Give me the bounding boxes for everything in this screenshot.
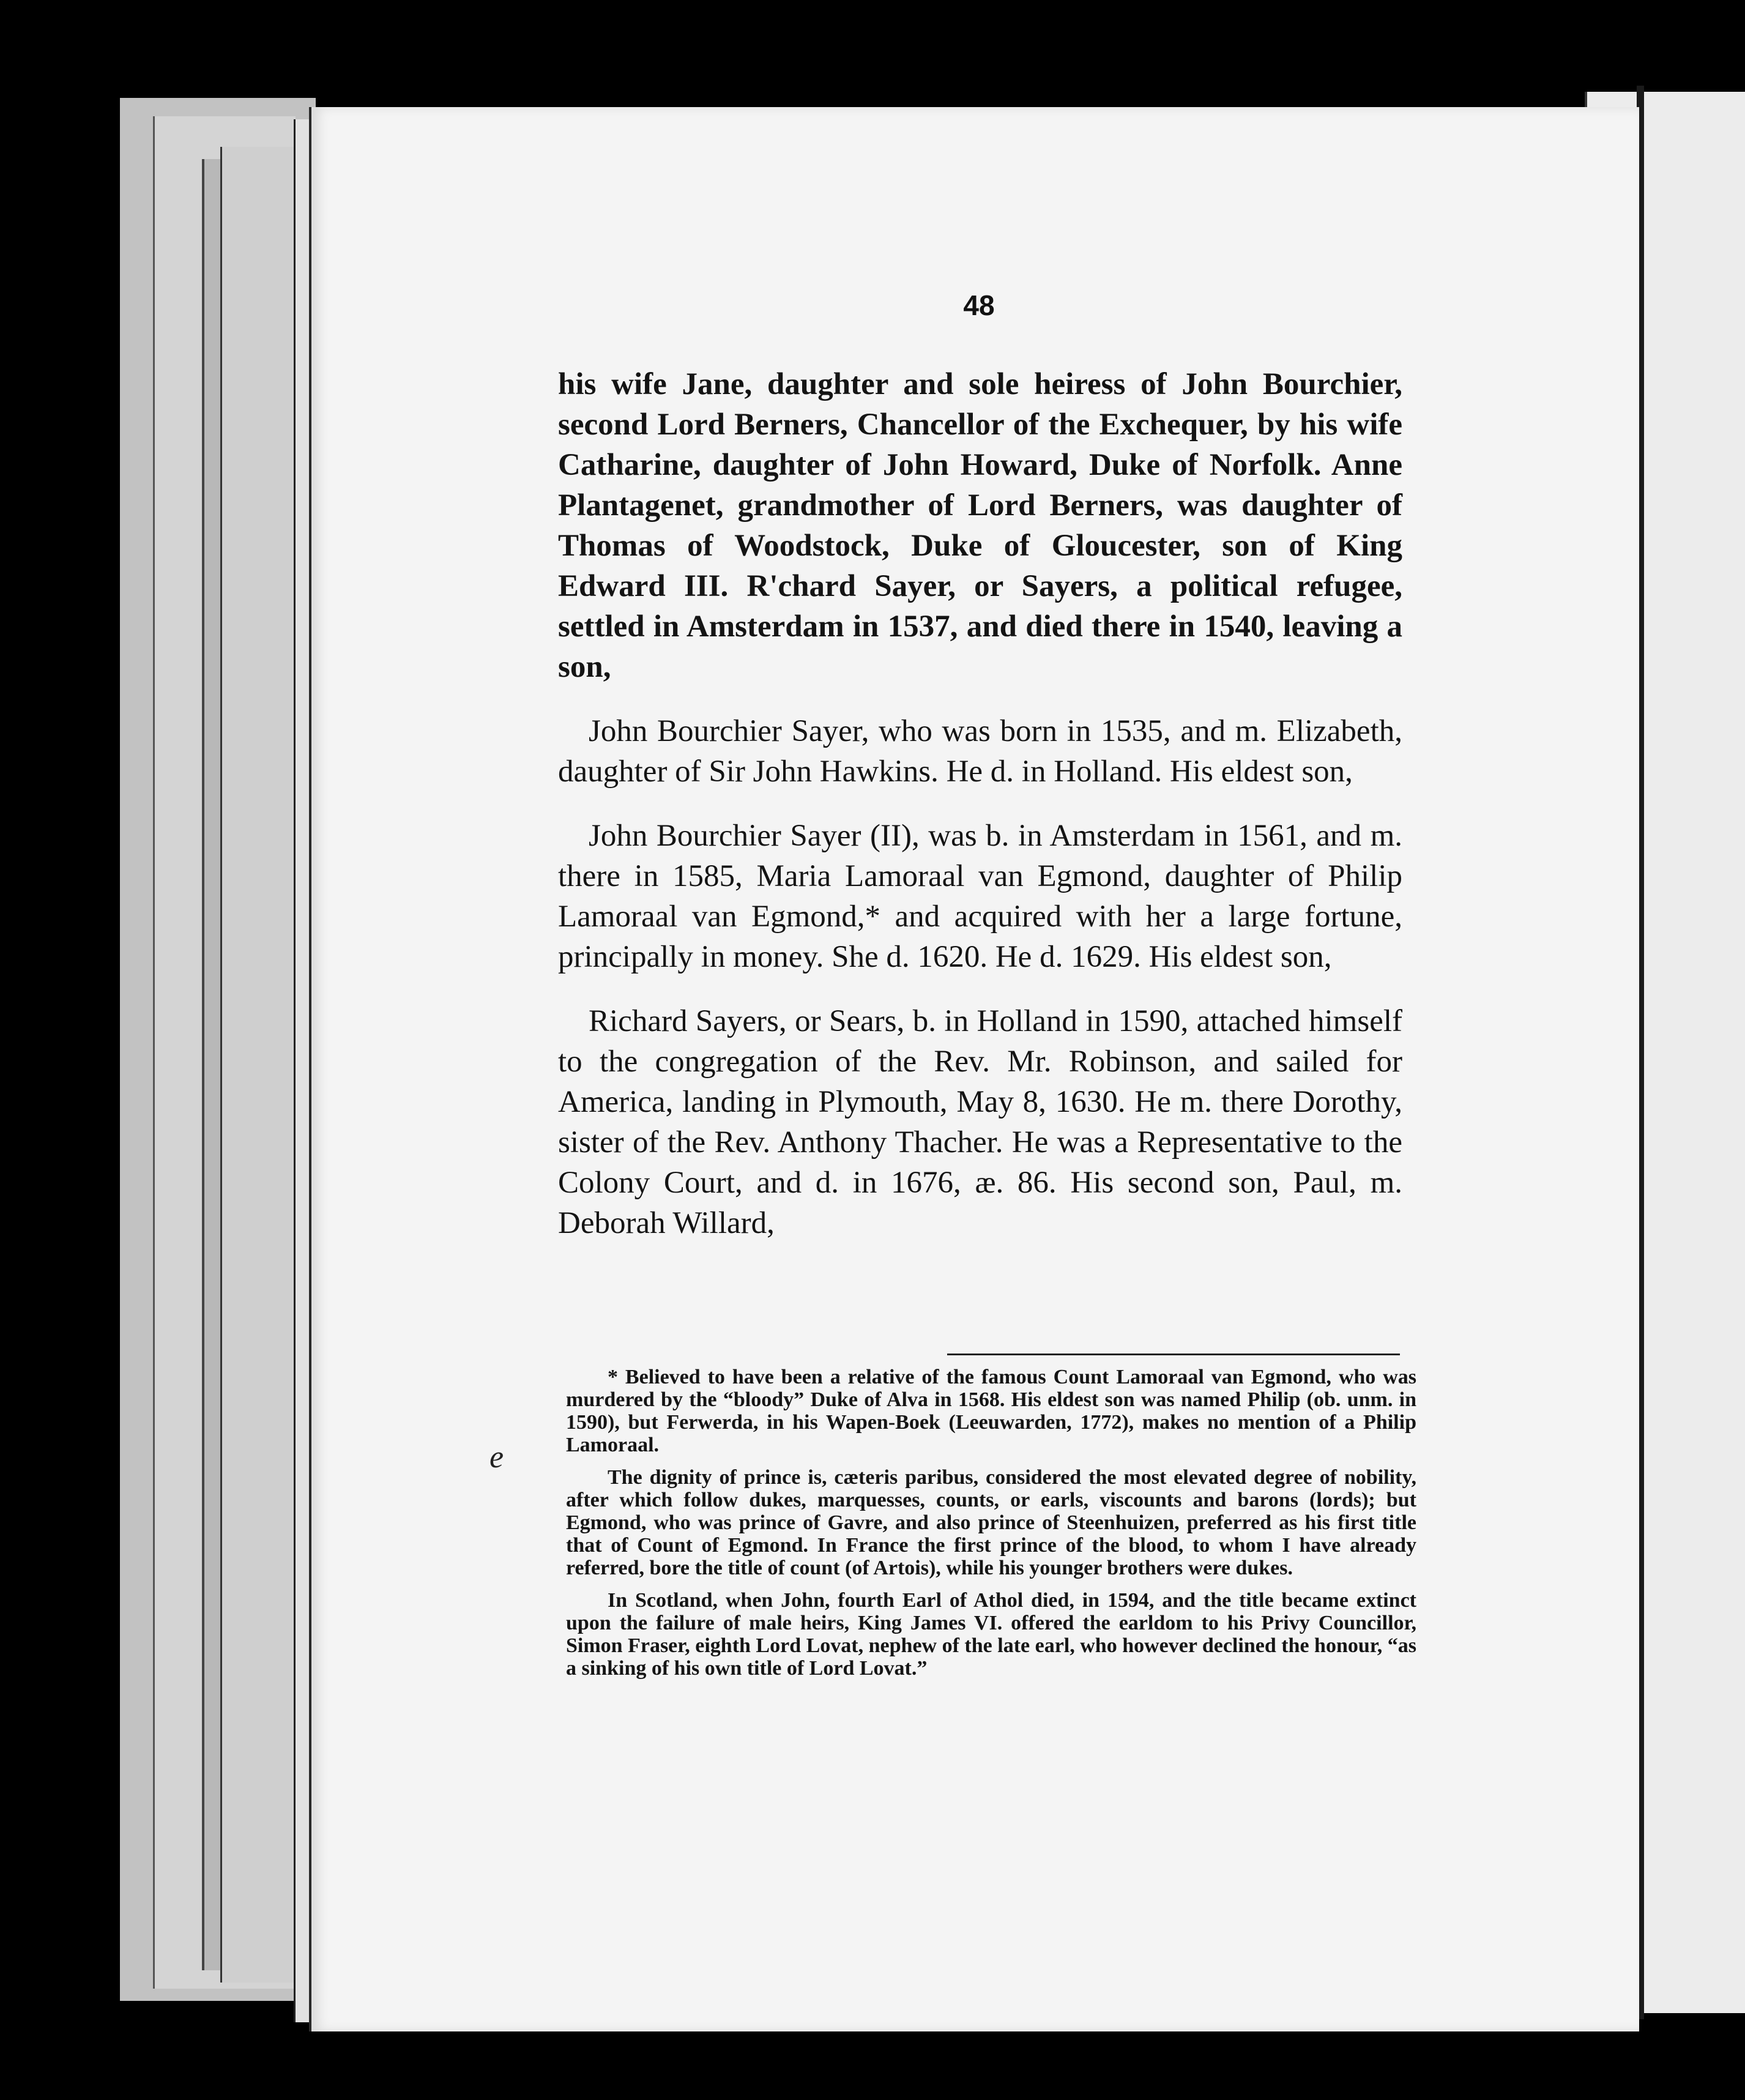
footnote-rule xyxy=(947,1353,1400,1355)
footnote: * Believed to have been a relative of the famous Count Lamoraal van Egmond, who was murdered by the “bloody” Duke of Alva in 1568. His eldest son was named Philip (ob. unm. in 1590), but Ferwerda, in his Wapen-Boek (Leeuwarden, 1772), makes no mention of a Philip Lamoraal. xyxy=(566,1366,1416,1456)
paragraph: John Bourchier Sayer (II), was b. in Amsterdam in 1561, and m. there in 1585, Maria Lamoraal van Egmond, daughter of Philip Lamoraal van Egmond,* and acquired with her a large fortune, principally in money. She d. 1620. He d. 1629. His eldest son, xyxy=(558,819,1402,974)
handwritten-marginalia: e xyxy=(489,1440,504,1475)
page-number: 48 xyxy=(963,289,995,321)
paragraph: John Bourchier Sayer, who was born in 1535, and m. Elizabeth, daughter of Sir John Hawkins. He d. in Holland. His eldest son, xyxy=(558,714,1402,789)
body-text xyxy=(558,364,1402,1267)
footnote: The dignity of prince is, cæteris paribus, considered the most elevated degree of nobility, after which follow dukes, marquesses, counts, or earls, viscounts and barons (lords); but Egmond, who was prince of Gavre, and also prince of Steenhuizen, preferred as his first title that of Count of Egmond. In France the first prince of the blood, to whom I have already referred, bore the title of count (of Artois), while his younger brothers were dukes. xyxy=(566,1466,1416,1579)
footnotes xyxy=(566,1366,1416,1689)
paragraph: Richard Sayers, or Sears, b. in Holland in 1590, attached himself to the congregation of the Rev. Mr. Robinson, and sailed for America, landing in Plymouth, May 8, 1630. He m. there Dorothy, sister of the Rev. Anthony Thacher. He was a Representative to the Colony Court, and d. in 1676, æ. 86. His second son, Paul, m. Deborah Willard, xyxy=(558,1004,1402,1240)
paragraph: his wife Jane, daughter and sole heiress of John Bourchier, second Lord Berners, Chancellor of the Exchequer, by his wife Catharine, daughter of John Howard, Duke of Norfolk. Anne Plantagenet, grandmother of Lord Berners, was daughter of Thomas of Woodstock, Duke of Gloucester, son of King Edward III. R'chard Sayer, or Sayers, a political refugee, settled in Amsterdam in 1537, and died there in 1540, leaving a son, xyxy=(558,367,1402,684)
footnote: In Scotland, when John, fourth Earl of Athol died, in 1594, and the title became extinct upon the failure of male heirs, King James VI. offered the earldom to his Privy Councillor, Simon Fraser, eighth Lord Lovat, nephew of the late earl, who however declined the honour, “as a sinking of his own title of Lord Lovat.” xyxy=(566,1589,1416,1680)
